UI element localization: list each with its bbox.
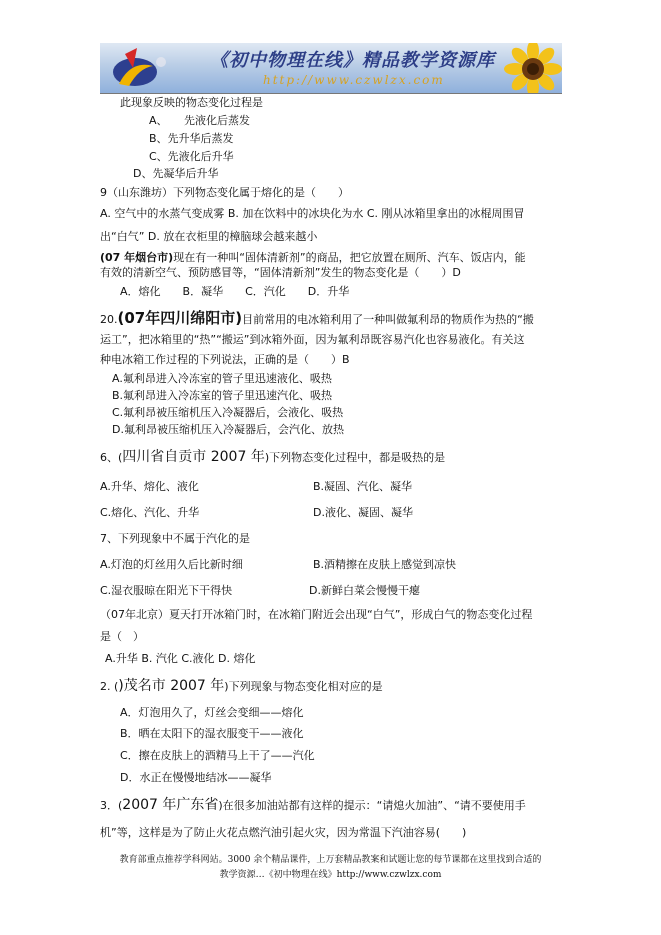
option-a: A.灯泡的灯丝用久后比新时细 [100,558,243,571]
question-7: 7、下列现象中不属于汽化的是 [100,532,250,545]
source-label: 四川省自贡市 2007 年 [122,449,265,465]
option-a: A.升华、熔化、液化 [100,480,199,493]
option-c: C.熔化、汽化、升华 [100,506,200,519]
question-3 [100,796,526,814]
text-line: 种电冰箱工作过程的下列说法，正确的是（ ）B [100,353,350,366]
option-d: D.氟利昂被压缩机压入冷凝器后，会汽化、放热 [112,423,344,436]
answer-options: A．熔化 B．凝华 C．汽化 D．升华 [120,285,350,298]
footer-line-2: 教学资源…《初中物理在线》http://www.czwlzx.com [219,870,442,880]
source-label: 2007 年广东省 [122,797,219,813]
question-number: 6、( [100,451,123,464]
site-logo [103,46,173,90]
option-c: C．擦在皮肤上的酒精马上干了——汽化 [120,749,315,762]
question-text: )下列现象与物态变化相对应的是 [224,680,383,693]
text-line: 机”等，这样是为了防止火花点燃汽油引起火灾，因为常温下汽油容易( ) [100,826,467,839]
answer-options: A.升华 B. 汽化 C.液化 D. 熔化 [105,652,256,665]
text-line: 是（ ） [100,630,144,643]
option-b: B.凝固、汽化、凝华 [313,480,413,493]
option-c: C.氟利昂被压缩机压入冷凝器后，会液化、吸热 [112,406,344,419]
question-6 [100,448,445,466]
option-b: B.氟利昂进入冷冻室的管子里迅速汽化、吸热 [112,389,333,402]
option-c: C、先液化后升华 [149,150,234,163]
question-2 [100,677,383,695]
option-a: A、 先液化后蒸发 [149,114,251,127]
question-text: 现在有一种叫“固体清新剂”的商品，把它放置在厕所、汽车、饭店内，能 [173,251,526,264]
text-line: 有效的清新空气、预防感冒等，“固体清新剂”发生的物态变化是（ ）D [100,266,461,279]
option-d: D、先凝华后升华 [133,167,219,180]
text-line: 此现象反映的物态变化过程是 [120,96,263,109]
footer-line-1: 教育部重点推荐学科网站。3000 余个精品课件，上万套精品教案和试题让您的每节课都在这里找到合适的 [119,855,542,865]
question-number: 20. [100,313,118,326]
header-banner [100,43,562,93]
source-label: (07 年烟台市) [100,251,174,264]
option-c: C.湿衣服晾在阳光下干得快 [100,584,233,597]
option-b: B.酒精擦在皮肤上感觉到凉快 [313,558,457,571]
option-a: A.氟利昂进入冷冻室的管子里迅速液化、吸热 [112,372,332,385]
source-label: )茂名市 2007 年 [118,678,225,694]
question-text: 目前常用的电冰箱利用了一种叫做氟利昂的物质作为热的“搬 [242,313,534,326]
question-yantai [100,251,526,265]
text-line: 出“白气” D. 放在衣柜里的樟脑球会越来越小 [100,230,318,243]
question-beijing: （07年北京）夏天打开冰箱门时，在冰箱门附近会出现“白气”，形成白气的物态变化过程 [100,608,533,621]
question-20 [100,309,534,327]
question-number: 2. ( [100,680,119,693]
question-9: 9（山东潍坊）下列物态变化属于熔化的是（ ） [100,186,349,199]
sunflower-image [498,43,562,93]
option-a: A．灯泡用久了，灯丝会变细——熔化 [120,706,304,719]
text-line: A. 空气中的水蒸气变成雾 B. 加在饮料中的冰块化为水 C. 刚从冰箱里拿出的冰棍周围冒 [100,207,525,220]
option-b: B、先升华后蒸发 [149,132,234,145]
option-b: B．晒在太阳下的湿衣服变干——液化 [120,727,304,740]
option-d: D.液化、凝固、凝华 [313,506,413,519]
option-d: D．水正在慢慢地结冰——凝华 [120,771,272,784]
site-url: http://www.czwlzx.com [263,73,445,87]
question-text: )在很多加油站都有这样的提示：“请熄火加油”、“请不要使用手 [218,799,526,812]
source-label: (07年四川绵阳市) [117,309,243,327]
option-d: D.新鲜白菜会慢慢干瘪 [309,584,420,597]
site-title: 《初中物理在线》精品教学资源库 [210,50,495,71]
text-line: 运工”，把冰箱里的“热”“搬运”到冰箱外面，因为氟利昂既容易汽化也容易液化。有关这 [100,333,525,346]
question-number: 3．( [100,799,123,812]
question-text: )下列物态变化过程中，都是吸热的是 [264,451,446,464]
header-rule [100,93,562,94]
